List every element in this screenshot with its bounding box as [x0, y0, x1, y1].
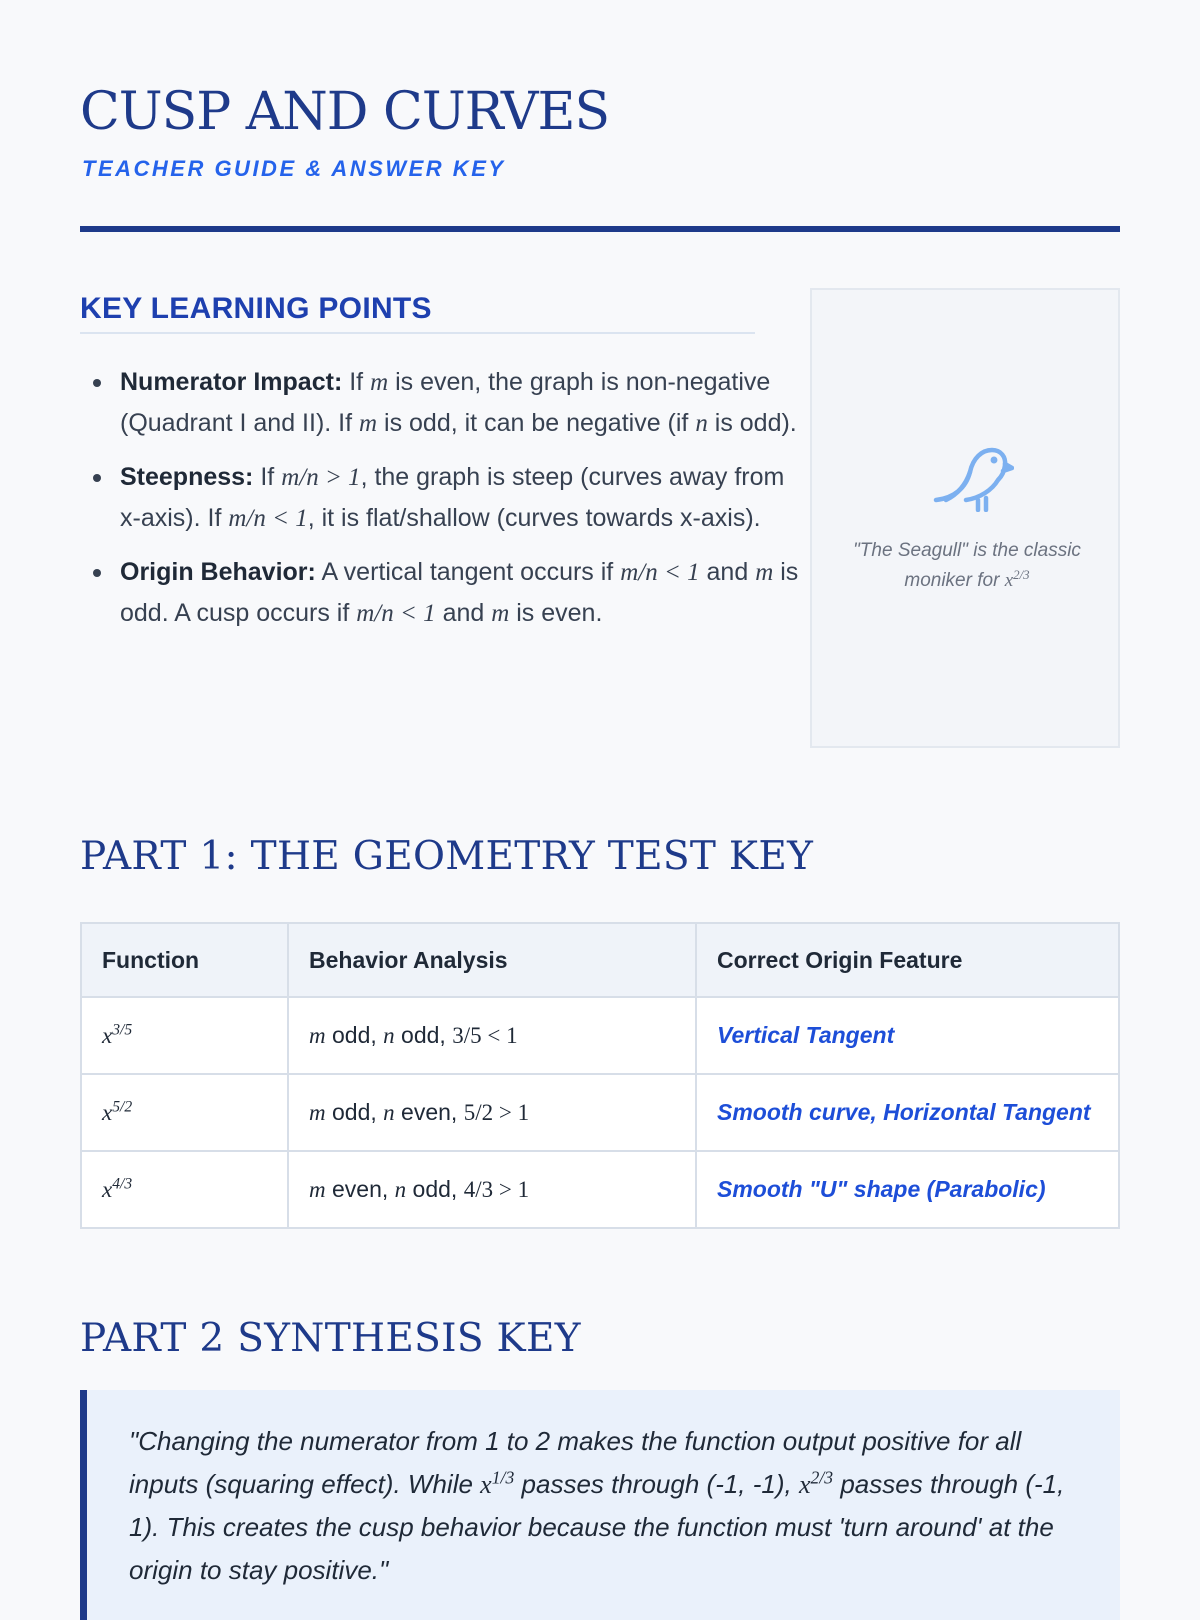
key-point-label: Steepness: — [120, 463, 254, 491]
table-row — [81, 1074, 1119, 1151]
behavior-cell: m odd, n even, 5/2 > 1 — [288, 1074, 696, 1151]
function-cell: $x^{5/2}$ — [81, 1074, 288, 1151]
feature-cell: Vertical Tangent — [696, 997, 1119, 1074]
behavior-cell: m even, n odd, 4/3 > 1 — [288, 1151, 696, 1228]
column-header: Function — [81, 923, 288, 997]
column-header: Behavior Analysis — [288, 923, 696, 997]
synthesis-answer-block — [80, 1390, 1120, 1620]
bird-icon — [932, 442, 1014, 512]
part1-heading: PART 1: THE GEOMETRY TEST KEY — [80, 834, 814, 879]
function-cell: $x^{4/3}$ — [81, 1151, 288, 1228]
part2-heading: PART 2 SYNTHESIS KEY — [80, 1316, 581, 1361]
behavior-cell: m odd, n odd, 3/5 < 1 — [288, 997, 696, 1074]
key-point-label: Numerator Impact: — [120, 368, 343, 396]
key-points-heading: KEY LEARNING POINTS — [80, 292, 755, 334]
synthesis-answer-text: "Changing the numerator from 1 to 2 makes the function output positive for all inputs (squaring effect). While $x^{1/3}$ passes through (-1, -1), $x^{2/3}$ passes through (-1, 1). This creates the cusp behavior because the function must 'turn around' at the origin to stay positive." — [129, 1426, 1065, 1585]
key-point-numerator: Numerator Impact: If m is even, the graph is non-negative (Quadrant I and II). If m is odd, it can be negative (if n is odd). — [120, 362, 800, 444]
seagull-sidebar — [810, 288, 1120, 748]
feature-cell: Smooth "U" shape (Parabolic) — [696, 1151, 1119, 1228]
table-header-row — [81, 923, 1119, 997]
table-row — [81, 997, 1119, 1074]
key-point-label: Origin Behavior: — [120, 558, 316, 586]
key-point-steepness: Steepness: If m/n > 1, the graph is steep (curves away from x-axis). If m/n < 1, it is flat/shallow (curves towards x-axis). — [120, 457, 800, 539]
feature-cell: Smooth curve, Horizontal Tangent — [696, 1074, 1119, 1151]
function-cell: $x^{3/5}$ — [81, 997, 288, 1074]
key-points-list — [80, 362, 800, 647]
page-subtitle: TEACHER GUIDE & ANSWER KEY — [82, 156, 506, 181]
table-row — [81, 1151, 1119, 1228]
seagull-caption: "The Seagull" is the classic moniker for $x^{2/3}$ — [853, 540, 1081, 591]
title-divider — [80, 226, 1120, 232]
key-point-origin: Origin Behavior: A vertical tangent occurs if m/n < 1 and m is odd. A cusp occurs if m/n < 1 and m is even. — [120, 552, 800, 634]
geometry-key-table — [80, 922, 1120, 1229]
column-header: Correct Origin Feature — [696, 923, 1119, 997]
page-title: CUSP AND CURVES — [80, 82, 610, 142]
